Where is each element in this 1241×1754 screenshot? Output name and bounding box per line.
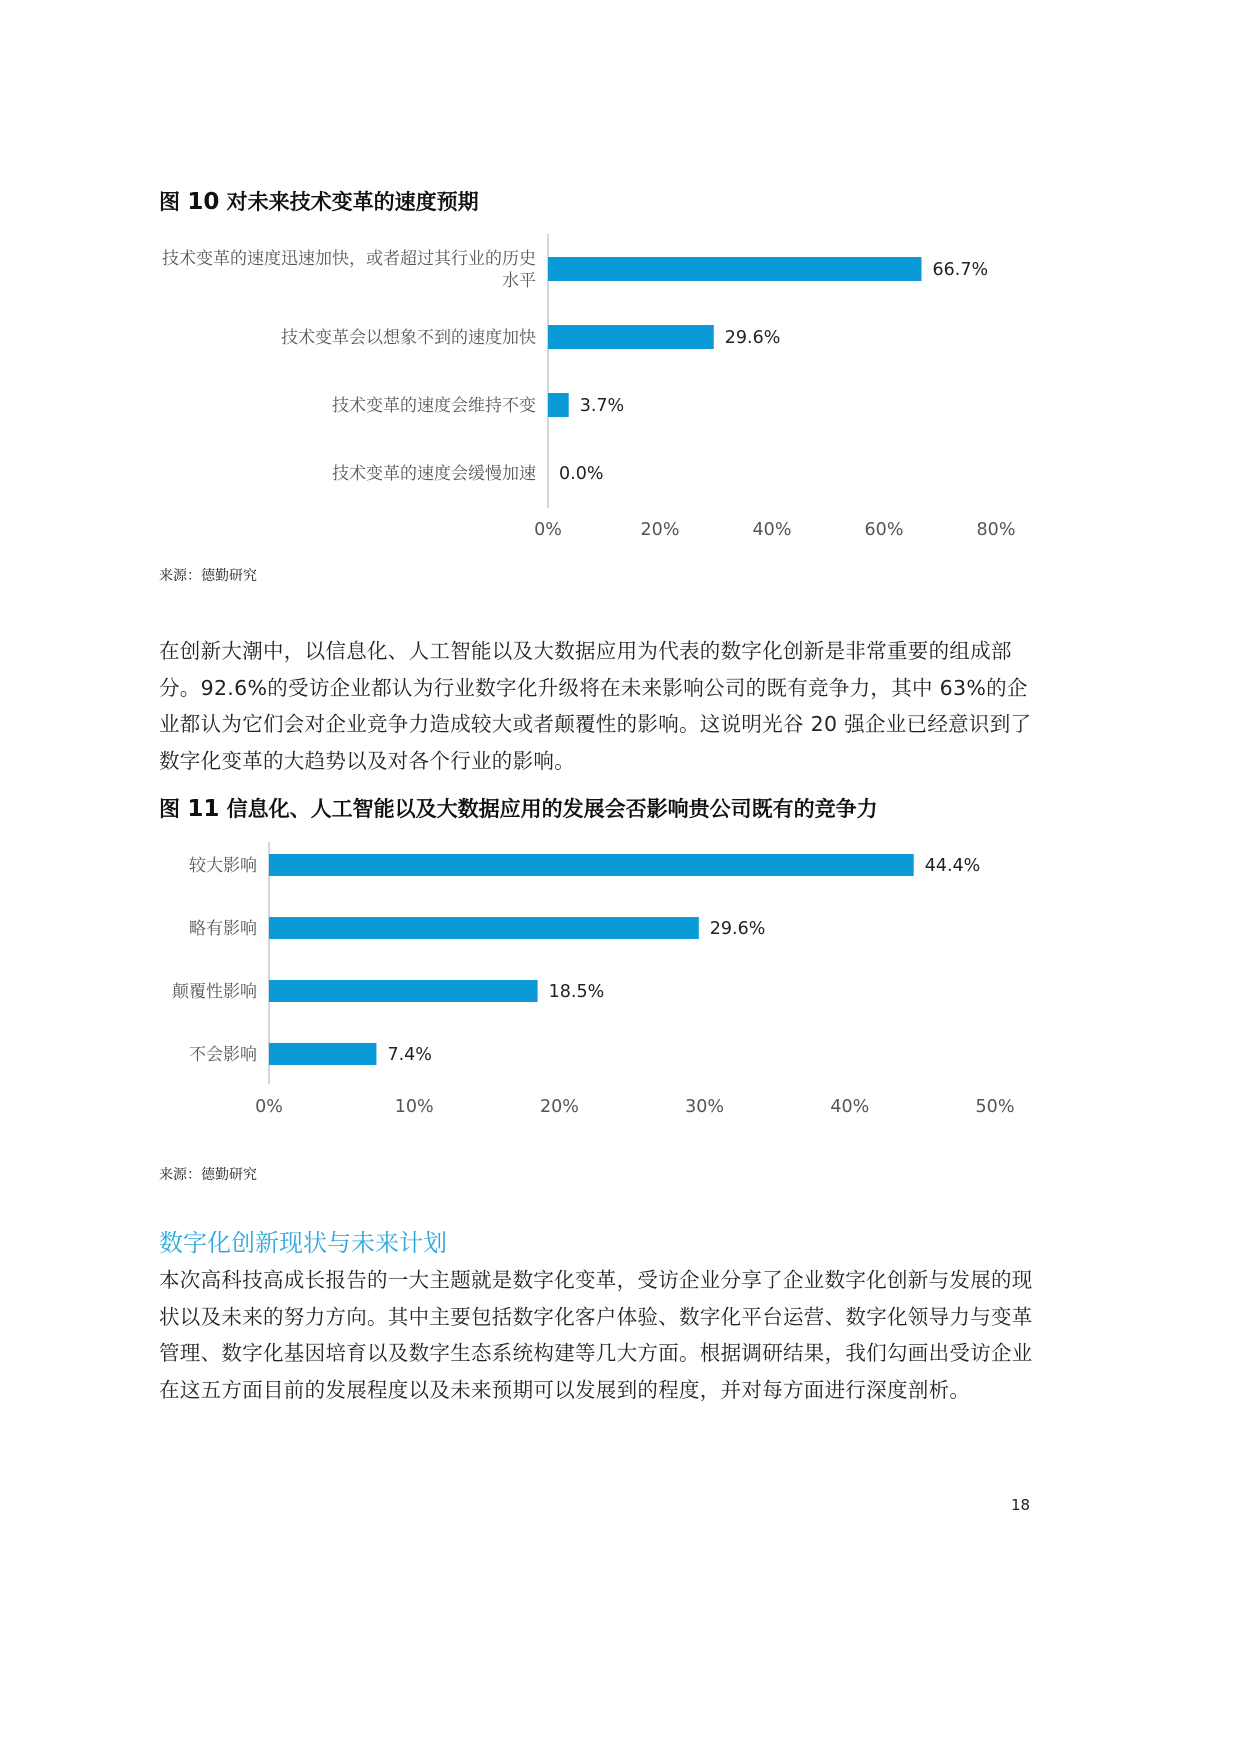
data-label: 3.7% <box>579 396 625 416</box>
category-label: 水平 <box>502 271 536 291</box>
figure-11-prefix: 图 <box>159 797 180 821</box>
data-label: 44.4% <box>924 856 981 876</box>
category-label: 较大影响 <box>189 856 257 876</box>
figure-11-caption: 信息化、人工智能以及大数据应用的发展会否影响贵公司既有的竞争力 <box>226 797 878 821</box>
x-tick-label: 40% <box>830 1097 870 1117</box>
x-tick-label: 50% <box>975 1097 1015 1117</box>
bar <box>548 257 922 281</box>
category-label: 颠覆性影响 <box>172 982 257 1002</box>
category-label: 略有影响 <box>189 919 257 939</box>
bar <box>269 854 914 876</box>
figure-11-title <box>159 793 878 823</box>
x-tick-label: 20% <box>640 520 680 540</box>
data-label: 7.4% <box>387 1045 432 1065</box>
category-label: 技术变革的速度会缓慢加速 <box>332 464 536 484</box>
category-label: 技术变革的速度迅速加快，或者超过其行业的历史 <box>162 249 536 269</box>
bar <box>269 1043 376 1065</box>
data-label: 66.7% <box>932 260 989 280</box>
data-label: 29.6% <box>724 328 781 348</box>
figure-10-source: 来源：德勤研究 <box>159 568 257 584</box>
x-tick-label: 40% <box>752 520 792 540</box>
x-tick-label: 10% <box>394 1097 434 1117</box>
x-tick-label: 0% <box>255 1097 283 1117</box>
figure-10-prefix: 图 <box>159 190 180 214</box>
figure-11-number: 11 <box>187 796 220 822</box>
x-tick-label: 30% <box>685 1097 725 1117</box>
figure-11-source: 来源：德勤研究 <box>159 1167 257 1183</box>
x-tick-label: 80% <box>976 520 1016 540</box>
figure-10-number: 10 <box>187 189 220 215</box>
section-heading: 数字化创新现状与未来计划 <box>159 1229 447 1257</box>
bar <box>269 980 538 1002</box>
category-label: 技术变革会以想象不到的速度加快 <box>281 328 536 348</box>
category-label: 不会影响 <box>189 1045 257 1065</box>
data-label: 29.6% <box>709 919 766 939</box>
x-tick-label: 0% <box>534 520 562 540</box>
section-paragraph: 本次高科技高成长报告的一大主题就是数字化变革，受访企业分享了企业数字化创新与发展的现状以及未来的努力方向。其中主要包括数字化客户体验、数字化平台运营、数字化领导力与变革管理、数字化基因培育以及数字生态系统构建等几大方面。根据调研结果，我们勾画出受访企业在这五方面目前的发展程度以及未来预期可以发展到的程度，并对每方面进行深度剖析。 <box>159 1268 1033 1402</box>
chart-technology-change-speed <box>0 230 1241 560</box>
bar <box>548 393 569 417</box>
chart-competitiveness-impact <box>0 838 1241 1128</box>
x-tick-label: 60% <box>864 520 904 540</box>
category-label: 技术变革的速度会维持不变 <box>332 396 536 416</box>
bar <box>548 325 714 349</box>
data-label: 18.5% <box>548 982 605 1002</box>
figure-10-caption: 对未来技术变革的速度预期 <box>226 190 479 214</box>
figure-10-title <box>159 186 479 216</box>
body-paragraph-digital-innovation: 在创新大潮中，以信息化、人工智能以及大数据应用为代表的数字化创新是非常重要的组成部分。92.6%的受访企业都认为行业数字化升级将在未来影响公司的既有竞争力，其中 63%的企业都认为它们会对企业竞争力造成较大或者颠覆性的影响。这说明光谷 20 强企业已经意识到了数字化变革的大趋势以及对各个行业的影响。 <box>159 639 1032 773</box>
data-label: 0.0% <box>559 464 604 484</box>
x-tick-label: 20% <box>539 1097 579 1117</box>
page-number: 18 <box>1011 1496 1031 1514</box>
bar <box>269 917 699 939</box>
